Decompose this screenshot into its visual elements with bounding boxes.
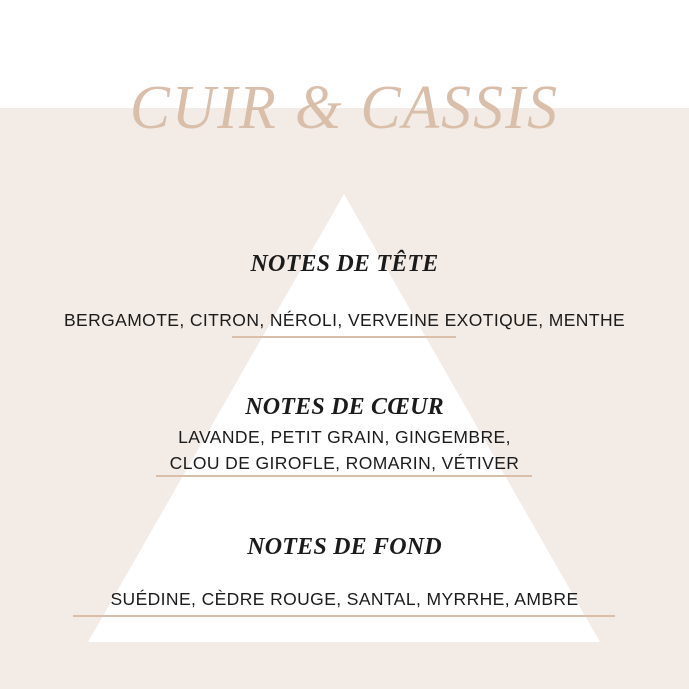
base-notes-heading: NOTES DE FOND	[247, 534, 442, 560]
heart-notes-line-2: CLOU DE GIROFLE, ROMARIN, VÉTIVER	[169, 453, 520, 473]
base-notes-divider	[73, 615, 615, 617]
top-notes-list	[0, 307, 689, 333]
heart-notes-line-1: LAVANDE, PETIT GRAIN, GINGEMBRE,	[178, 427, 511, 447]
top-notes-heading: NOTES DE TÊTE	[250, 251, 439, 277]
heart-notes-divider	[156, 475, 532, 477]
top-notes-line: BERGAMOTE, CITRON, NÉROLI, VERVEINE EXOTIQUE, MENTHE	[63, 310, 626, 330]
product-title: CUIR & CASSIS	[129, 72, 560, 142]
base-notes-line: SUÉDINE, CÈDRE ROUGE, SANTAL, MYRRHE, AMBRE	[110, 589, 579, 609]
base-notes-list	[0, 586, 689, 612]
heart-notes-list	[0, 424, 689, 476]
heart-notes-heading: NOTES DE CŒUR	[245, 394, 444, 420]
top-notes-divider	[232, 336, 456, 338]
